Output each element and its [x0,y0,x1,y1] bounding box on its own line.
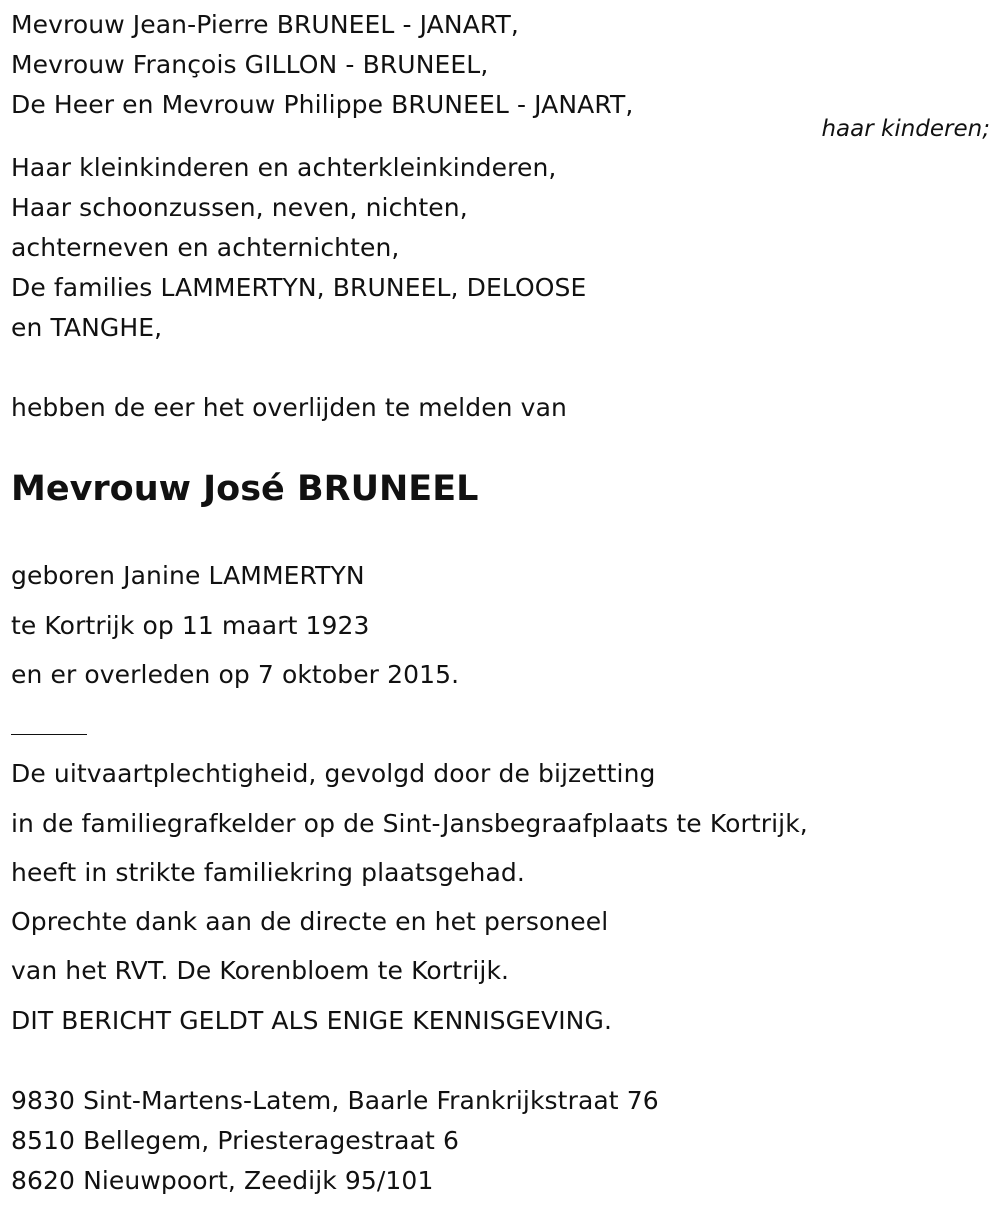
deceased-name: Mevrouw José BRUNEEL [11,469,479,509]
address-line-1: 9830 Sint-Martens-Latem, Baarle Frankrijkstraat 76 [11,1086,659,1115]
notice-line-1: De uitvaartplechtigheid, gevolgd door de bijzetting [11,759,656,788]
notice-line-6: DIT BERICHT GELDT ALS ENIGE KENNISGEVING. [11,1006,612,1035]
child-line-1: Mevrouw Jean-Pierre BRUNEEL - JANART, [11,10,519,39]
notice-line-4: Oprechte dank aan de directe en het personeel [11,907,609,936]
children-label: haar kinderen; [821,116,990,142]
child-line-3: De Heer en Mevrouw Philippe BRUNEEL - JANART, [11,90,634,119]
notice-line-3: heeft in strikte familiekring plaatsgehad. [11,858,525,887]
child-line-2: Mevrouw François GILLON - BRUNEEL, [11,50,489,79]
announcement-text: hebben de eer het overlijden te melden van [11,393,567,422]
relatives-line-3: achterneven en achternichten, [11,233,400,262]
relatives-line-2: Haar schoonzussen, neven, nichten, [11,193,468,222]
address-line-2: 8510 Bellegem, Priesteragestraat 6 [11,1126,459,1155]
divider [11,734,87,735]
deceased-detail-3: en er overleden op 7 oktober 2015. [11,660,460,689]
deceased-detail-2: te Kortrijk op 11 maart 1923 [11,611,370,640]
notice-line-2: in de familiegrafkelder op de Sint-Jansbegraafplaats te Kortrijk, [11,809,808,838]
deceased-detail-1: geboren Janine LAMMERTYN [11,561,365,590]
address-line-3: 8620 Nieuwpoort, Zeedijk 95/101 [11,1166,434,1195]
relatives-line-1: Haar kleinkinderen en achterkleinkinderen, [11,153,557,182]
relatives-line-4: De families LAMMERTYN, BRUNEEL, DELOOSE [11,273,587,302]
notice-line-5: van het RVT. De Korenbloem te Kortrijk. [11,956,510,985]
relatives-line-5: en TANGHE, [11,313,163,342]
